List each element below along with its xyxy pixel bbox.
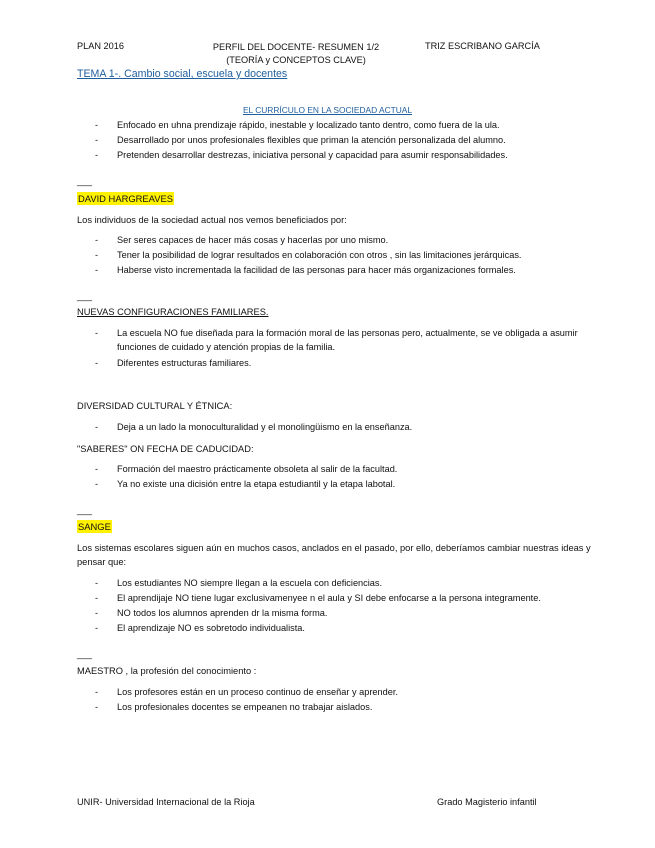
hargreaves-list — [77, 233, 607, 278]
list-item: - Haberse visto incrementada la facilidad de las personas para hacer más organizaciones formales. — [95, 265, 516, 275]
separator: ___ — [77, 176, 93, 186]
list-item: - Desarrollado por unos profesionales flexibles que priman la atención personalizada del alumno. — [95, 135, 506, 145]
list-item: - Los estudiantes NO siempre llegan a la escuela con deficiencias. — [95, 578, 383, 588]
familiares-list — [77, 327, 607, 371]
curriculo-heading: EL CURRÍCULO EN LA SOCIEDAD ACTUAL — [242, 105, 413, 115]
hargreaves-heading: DAVID HARGREAVES — [78, 193, 173, 204]
hargreaves-intro: Los individuos de la sociedad actual nos vemos beneficiados por: — [77, 215, 347, 225]
saberes-heading: "SABERES" ON FECHA DE CADUCIDAD: — [77, 444, 254, 454]
plan-label: PLAN 2016 — [77, 41, 124, 51]
list-item: - Diferentes estructuras familiares. — [95, 358, 252, 368]
list-item: - NO todos los alumnos aprenden dr la misma forma. — [95, 608, 328, 618]
list-item: - Tener la posibilidad de lograr resultados en colaboración con otros , sin las limitaciones jerárquicas. — [95, 250, 522, 260]
sange-list — [77, 576, 607, 636]
document-title — [206, 41, 386, 67]
page-header — [0, 41, 655, 69]
list-item: - Pretenden desarrollar destrezas, iniciativa personal y capacidad para asumir responsabilidades. — [95, 150, 508, 160]
footer-degree: Grado Magisterio infantil — [437, 797, 537, 807]
list-item: - Ya no existe una dicisión entre la etapa estudiantil y la etapa labotal. — [95, 479, 396, 489]
list-item: - Ser seres capaces de hacer más cosas y hacerlas por uno mismo. — [95, 235, 389, 245]
list-item: - Los profesionales docentes se empeanen no trabajar aislados. — [95, 702, 373, 712]
maestro-list — [77, 685, 607, 715]
topic-heading: TEMA 1-. Cambio social, escuela y docentes — [77, 68, 288, 80]
list-item: - Los profesores están en un proceso continuo de enseñar y aprender. — [95, 687, 398, 697]
list-item: - Enfocado en uhna prendizaje rápido, inestable y localizado tanto dentro, como fuera de la ula. — [95, 120, 500, 130]
title-line-2: (TEORÍA y CONCEPTOS CLAVE) — [226, 55, 366, 65]
maestro-heading: MAESTRO , la profesión del conocimiento : — [77, 666, 257, 676]
list-item: - Formación del maestro prácticamente obsoleta al salir de la facultad. — [95, 464, 398, 474]
separator: ___ — [77, 291, 93, 301]
list-item: - Deja a un lado la monoculturalidad y el monolingüismo en la enseñanza. — [95, 422, 413, 432]
separator: ___ — [77, 505, 93, 515]
diversidad-heading: DIVERSIDAD CULTURAL Y ÉTNICA: — [77, 401, 233, 411]
curriculo-list — [77, 118, 607, 163]
sange-heading: SANGE — [78, 521, 111, 532]
list-item: - El aprendizaje NO es sobretodo individualista. — [95, 623, 305, 633]
sange-intro: Los sistemas escolares siguen aún en muchos casos, anclados en el pasado, por ello, deberíamos cambiar nuestras ideas y pensar que: — [77, 543, 591, 567]
diversidad-list — [77, 420, 607, 435]
saberes-list — [77, 462, 607, 492]
list-item: - La escuela NO fue diseñada para la formación moral de las personas pero, actualmente, se ve obligada a asumir funciones de cuidado y atención propias de la familia. — [95, 328, 578, 352]
author-name: TRIZ ESCRIBANO GARCÍA — [425, 41, 540, 51]
separator: ___ — [77, 649, 93, 659]
list-item: - El aprendijaje NO tiene lugar exclusivamenyee n el aula y SI debe enfocarse a la persona integramente. — [95, 593, 541, 603]
familiares-heading: NUEVAS CONFIGURACIONES FAMILIARES. — [77, 307, 269, 317]
footer-university: UNIR- Universidad Internacional de la Rioja — [77, 797, 255, 807]
title-line-1: PERFIL DEL DOCENTE- RESUMEN 1/2 — [212, 42, 380, 52]
